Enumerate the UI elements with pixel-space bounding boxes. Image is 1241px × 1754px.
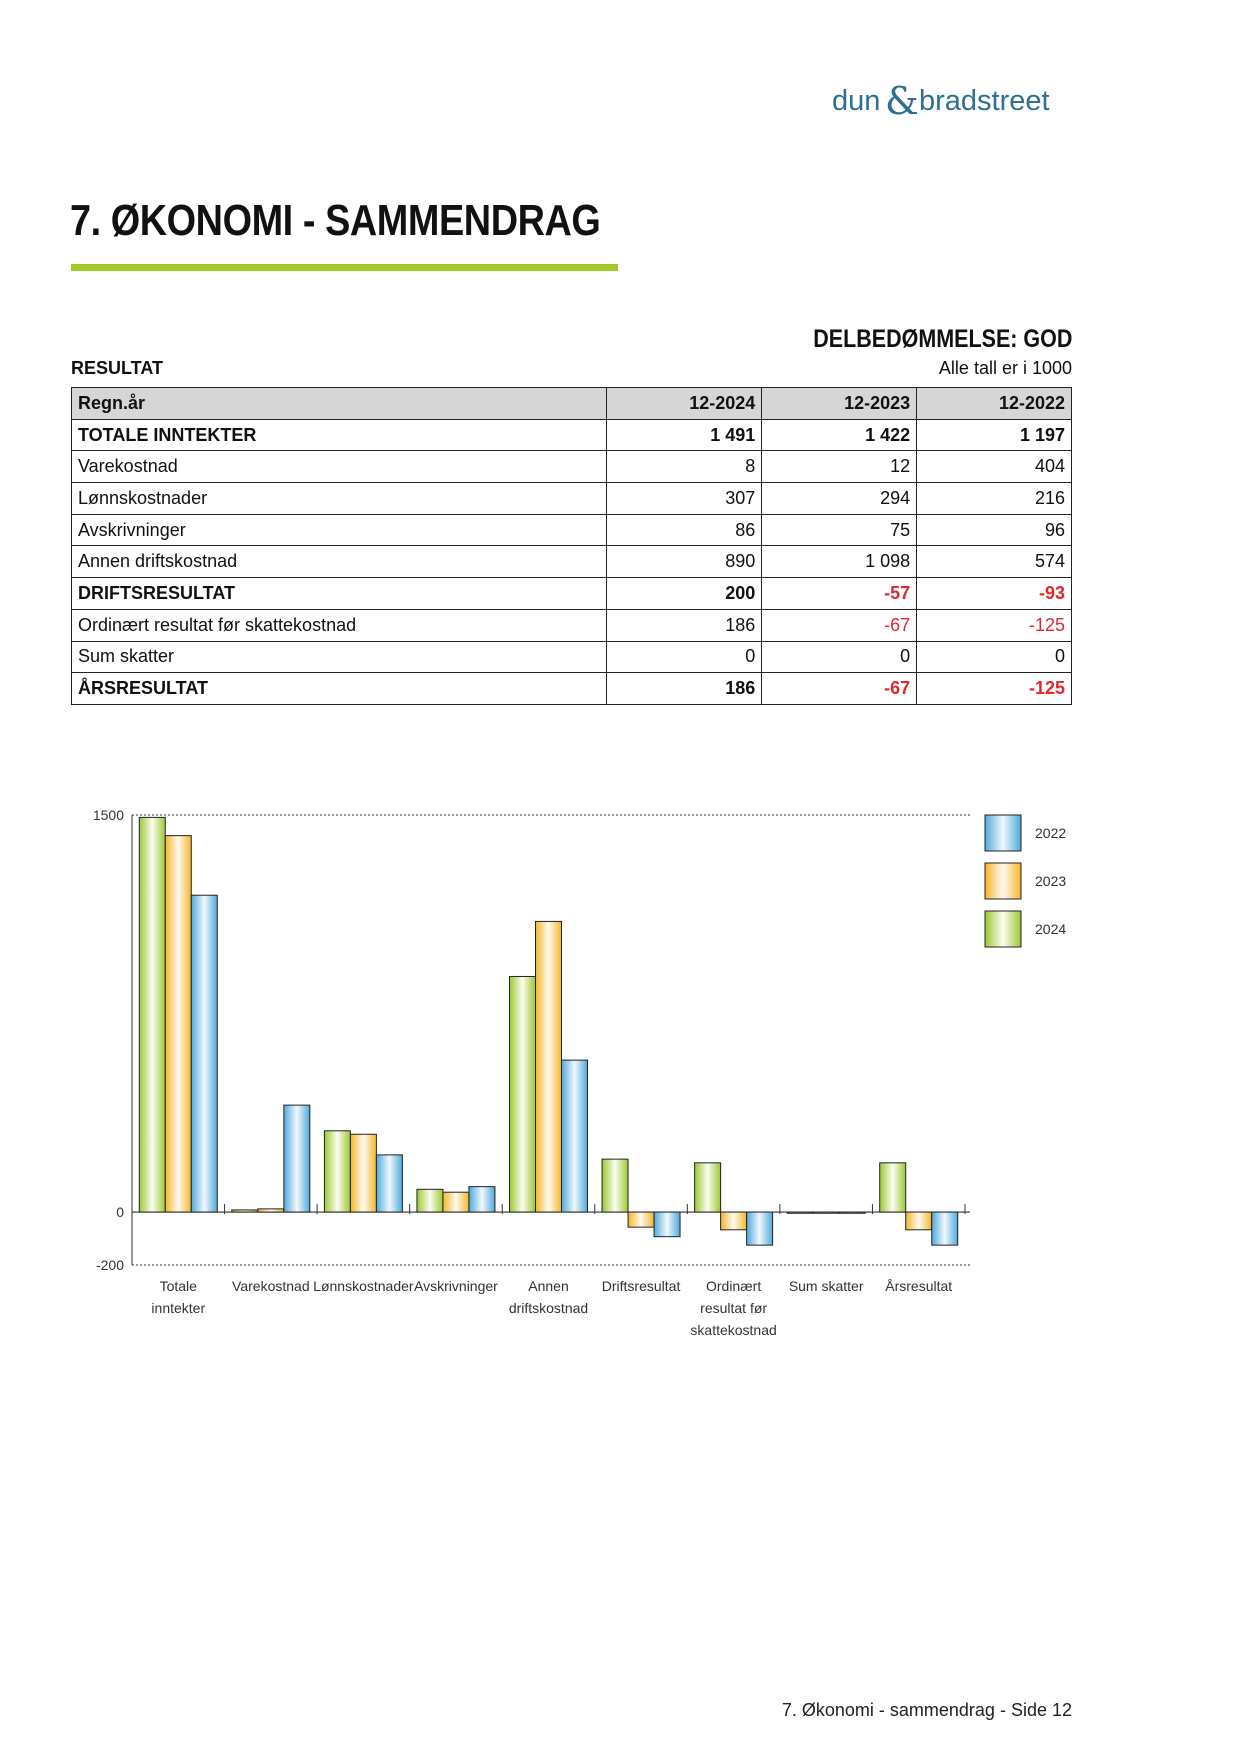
bar-2024 xyxy=(602,1159,628,1212)
row-value: -125 xyxy=(917,609,1072,641)
row-value: 216 xyxy=(917,483,1072,515)
header-2023: 12-2023 xyxy=(762,388,917,420)
section-label: RESULTAT xyxy=(71,358,163,378)
x-category-label: Sum skatter xyxy=(788,1278,864,1294)
bar-2023 xyxy=(721,1212,747,1230)
row-value: 0 xyxy=(607,641,762,673)
row-value: 1 422 xyxy=(762,419,917,451)
row-value: 8 xyxy=(607,451,762,483)
legend-swatch-2022 xyxy=(985,815,1021,851)
bar-2022 xyxy=(191,895,217,1212)
table-row xyxy=(72,673,1072,705)
row-value: 1 197 xyxy=(917,419,1072,451)
row-value: 0 xyxy=(917,641,1072,673)
row-value: 96 xyxy=(917,514,1072,546)
table-row xyxy=(72,514,1072,546)
bar-2022 xyxy=(469,1187,495,1212)
table-row xyxy=(72,641,1072,673)
dun-bradstreet-logo xyxy=(832,78,1072,122)
page-title: 7. ØKONOMI - SAMMENDRAG xyxy=(70,196,601,245)
row-value: 186 xyxy=(607,673,762,705)
x-category-label: Lønnskostnader xyxy=(313,1278,414,1294)
row-label: Ordinært resultat før skattekostnad xyxy=(72,609,607,641)
x-category-label: Årsresultat xyxy=(885,1278,953,1294)
row-value: 574 xyxy=(917,546,1072,578)
x-category-label: driftskostnad xyxy=(508,1300,589,1316)
y-tick-label: -200 xyxy=(95,1257,124,1273)
row-value: -125 xyxy=(917,673,1072,705)
x-category-label: Avskrivninger xyxy=(414,1278,498,1294)
header-2022: 12-2022 xyxy=(917,388,1072,420)
bar-2024 xyxy=(510,976,536,1212)
logo-text-left: dun xyxy=(832,85,881,117)
row-value: 1 098 xyxy=(762,546,917,578)
bar-2023 xyxy=(628,1212,654,1227)
bar-2022 xyxy=(654,1212,680,1237)
bar-2024 xyxy=(417,1189,443,1212)
row-value: 186 xyxy=(607,609,762,641)
table-row xyxy=(72,578,1072,610)
header-year: Regn.år xyxy=(72,388,607,420)
logo-text-right: bradstreet xyxy=(919,85,1050,117)
row-value: 75 xyxy=(762,514,917,546)
bar-2022 xyxy=(747,1212,773,1245)
results-bar-chart xyxy=(60,800,1090,1360)
row-value: 1 491 xyxy=(607,419,762,451)
bar-2022 xyxy=(562,1060,588,1212)
bar-2023 xyxy=(906,1212,932,1230)
bar-2023 xyxy=(258,1209,284,1212)
table-row xyxy=(72,451,1072,483)
row-value: -67 xyxy=(762,609,917,641)
row-label: Varekostnad xyxy=(72,451,607,483)
row-value: 404 xyxy=(917,451,1072,483)
row-value: 294 xyxy=(762,483,917,515)
bar-2024 xyxy=(787,1212,813,1213)
header-2024: 12-2024 xyxy=(607,388,762,420)
page-footer: 7. Økonomi - sammendrag - Side 12 xyxy=(781,1700,1072,1720)
row-label: ÅRSRESULTAT xyxy=(72,673,607,705)
row-value: 307 xyxy=(607,483,762,515)
results-table xyxy=(71,387,1072,705)
table-row xyxy=(72,483,1072,515)
row-label: Avskrivninger xyxy=(72,514,607,546)
row-value: 890 xyxy=(607,546,762,578)
legend-label: 2022 xyxy=(1035,825,1067,841)
row-value: -67 xyxy=(762,673,917,705)
table-row xyxy=(72,546,1072,578)
x-category-label: Driftsresultat xyxy=(601,1278,681,1294)
bar-2023 xyxy=(165,836,191,1212)
row-value: 0 xyxy=(762,641,917,673)
x-category-label: Varekostnad xyxy=(232,1278,310,1294)
row-value: -57 xyxy=(762,578,917,610)
legend-swatch-2024 xyxy=(985,911,1021,947)
y-tick-label: 1500 xyxy=(92,807,124,823)
bar-2023 xyxy=(350,1134,376,1212)
bar-2023 xyxy=(813,1212,839,1213)
y-tick-label: 0 xyxy=(116,1204,124,1221)
row-value: 86 xyxy=(607,514,762,546)
x-category-label: Annen xyxy=(528,1278,569,1294)
legend-label: 2024 xyxy=(1035,921,1067,937)
row-label: Lønnskostnader xyxy=(72,483,607,515)
bar-2022 xyxy=(932,1212,958,1245)
table-row xyxy=(72,609,1072,641)
rating-label: DELBEDØMMELSE: GOD xyxy=(812,325,1072,353)
bar-2022 xyxy=(839,1212,865,1213)
row-value: -93 xyxy=(917,578,1072,610)
bar-2022 xyxy=(376,1155,402,1212)
legend-label: 2023 xyxy=(1035,873,1067,889)
bar-2023 xyxy=(536,921,562,1212)
row-label: DRIFTSRESULTAT xyxy=(72,578,607,610)
table-header-row xyxy=(72,388,1072,420)
bar-2024 xyxy=(880,1163,906,1212)
row-value: 12 xyxy=(762,451,917,483)
title-underline xyxy=(71,264,618,271)
row-label: TOTALE INNTEKTER xyxy=(72,419,607,451)
row-label: Sum skatter xyxy=(72,641,607,673)
x-category-label: resultat før xyxy=(700,1300,768,1316)
bar-2024 xyxy=(139,817,165,1212)
row-label: Annen driftskostnad xyxy=(72,546,607,578)
bar-2024 xyxy=(232,1210,258,1212)
table-row xyxy=(72,419,1072,451)
row-value: 200 xyxy=(607,578,762,610)
legend-swatch-2023 xyxy=(985,863,1021,899)
bar-2024 xyxy=(324,1131,350,1212)
x-category-label: Ordinært xyxy=(705,1278,762,1294)
x-category-label: inntekter xyxy=(151,1300,206,1316)
bar-2023 xyxy=(443,1192,469,1212)
unit-note: Alle tall er i 1000 xyxy=(938,358,1072,378)
x-category-label: skattekostnad xyxy=(690,1322,777,1338)
bar-2024 xyxy=(695,1163,721,1212)
logo-ampersand: & xyxy=(885,79,919,122)
bar-2022 xyxy=(284,1105,310,1212)
x-category-label: Totale xyxy=(159,1278,197,1294)
